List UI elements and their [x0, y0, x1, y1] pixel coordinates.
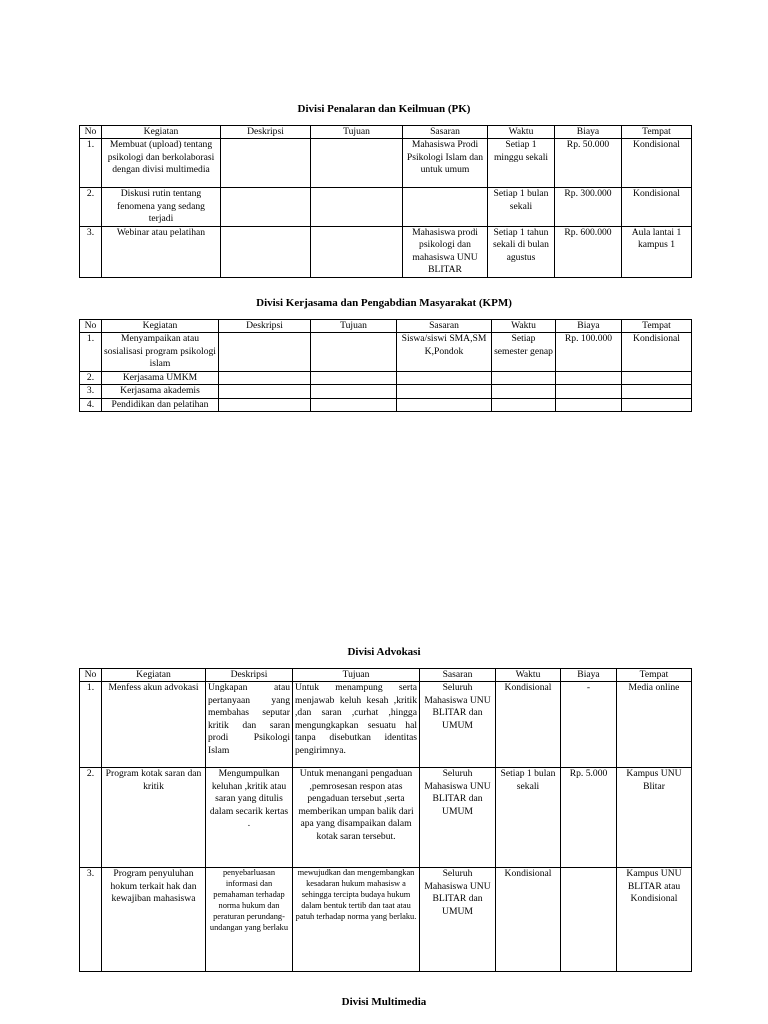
cell-kegiatan: Kerjasama UMKM [102, 371, 219, 384]
header-waktu: Waktu [496, 669, 561, 682]
header-waktu: Waktu [492, 320, 556, 333]
table-row [80, 868, 692, 972]
cell-deskripsi [219, 385, 311, 398]
header-deskripsi: Deskripsi [221, 126, 311, 139]
header-tujuan: Tujuan [293, 669, 420, 682]
cell-biaya: Rp. 600.000 [555, 226, 622, 277]
cell-no: 3. [80, 226, 102, 277]
header-no: No [80, 126, 102, 139]
section-title-advokasi: Divisi Advokasi [347, 646, 421, 658]
cell-kegiatan: Webinar atau pelatihan [102, 226, 221, 277]
table-row [80, 371, 692, 384]
cell-tujuan [311, 226, 403, 277]
cell-deskripsi [221, 139, 311, 188]
header-tempat: Tempat [622, 126, 692, 139]
cell-tempat: Kampus UNU Blitar [617, 768, 692, 868]
cell-no: 2. [80, 768, 102, 868]
header-biaya: Biaya [555, 126, 622, 139]
cell-deskripsi: Ungkapan atau pertanyaan yang membahas seputar kritik dan saran prodi Psikologi Islam [206, 682, 293, 768]
cell-tempat: Kampus UNU BLITAR atau Kondisional [617, 868, 692, 972]
cell-tempat: Media online [617, 682, 692, 768]
cell-no: 1. [80, 333, 102, 371]
table-kpm [79, 319, 692, 412]
cell-no: 2. [80, 188, 102, 226]
cell-no: 1. [80, 682, 102, 768]
cell-sasaran [397, 398, 492, 411]
cell-tujuan [311, 371, 397, 384]
cell-tujuan [311, 139, 403, 188]
cell-waktu: Setiap 1 minggu sekali [488, 139, 555, 188]
cell-no: 4. [80, 398, 102, 411]
cell-biaya [556, 398, 622, 411]
cell-deskripsi [221, 226, 311, 277]
cell-deskripsi [219, 398, 311, 411]
cell-tujuan [311, 333, 397, 371]
table-header-row [80, 320, 692, 333]
cell-waktu: Setiap 1 tahun sekali di bulan agustus [488, 226, 555, 277]
cell-kegiatan: Pendidikan dan pelatihan [102, 398, 219, 411]
section-title-multimedia: Divisi Multimedia [341, 996, 427, 1008]
cell-kegiatan: Program penyuluhan hokum terkait hak dan kewajiban mahasiswa [102, 868, 206, 972]
cell-waktu: Kondisional [496, 682, 561, 768]
header-tujuan: Tujuan [311, 126, 403, 139]
section-title-kpm: Divisi Kerjasama dan Pengabdian Masyarakat (KPM) [256, 297, 512, 309]
header-tujuan: Tujuan [311, 320, 397, 333]
cell-biaya [556, 371, 622, 384]
cell-biaya: Rp. 300.000 [555, 188, 622, 226]
cell-tujuan [311, 385, 397, 398]
header-deskripsi: Deskripsi [206, 669, 293, 682]
header-sasaran: Sasaran [420, 669, 496, 682]
cell-sasaran [397, 385, 492, 398]
table-pk [79, 125, 692, 278]
header-sasaran: Sasaran [403, 126, 488, 139]
table-header-row [80, 669, 692, 682]
table-row [80, 385, 692, 398]
table-advokasi [79, 668, 692, 972]
cell-waktu [492, 371, 556, 384]
cell-biaya [561, 868, 617, 972]
cell-biaya: - [561, 682, 617, 768]
cell-waktu [492, 398, 556, 411]
table-row [80, 682, 692, 768]
cell-no: 1. [80, 139, 102, 188]
cell-sasaran: Seluruh Mahasiswa UNU BLITAR dan UMUM [420, 682, 496, 768]
header-biaya: Biaya [556, 320, 622, 333]
header-kegiatan: Kegiatan [102, 669, 206, 682]
cell-sasaran: Mahasiswa Prodi Psikologi Islam dan untuk umum [403, 139, 488, 188]
cell-deskripsi [219, 333, 311, 371]
cell-deskripsi [221, 188, 311, 226]
cell-waktu: Setiap 1 bulan sekali [488, 188, 555, 226]
header-tempat: Tempat [617, 669, 692, 682]
cell-sasaran: Seluruh Mahasiswa UNU BLITAR dan UMUM [420, 768, 496, 868]
cell-sasaran [397, 371, 492, 384]
cell-tempat: Kondisional [622, 333, 692, 371]
cell-sasaran: Siswa/siswi SMA,SMK,Pondok [397, 333, 492, 371]
cell-biaya [556, 385, 622, 398]
cell-tujuan: mewujudkan dan mengembangkan kesadaran hukum mahasisw a sehingga tercipta budaya hukum dalam bentuk tertib dan taat atau patuh terhadap norma yang berlaku. [293, 868, 420, 972]
cell-sasaran: Mahasiswa prodi psikologi dan mahasiswa UNU BLITAR [403, 226, 488, 277]
cell-deskripsi: Mengumpulkan keluhan ,kritik atau saran yang ditulis dalam secarik kertas . [206, 768, 293, 868]
header-tempat: Tempat [622, 320, 692, 333]
cell-no: 2. [80, 371, 102, 384]
section-title-pk: Divisi Penalaran dan Keilmuan (PK) [297, 103, 471, 115]
header-kegiatan: Kegiatan [102, 320, 219, 333]
header-sasaran: Sasaran [397, 320, 492, 333]
cell-kegiatan: Kerjasama akademis [102, 385, 219, 398]
cell-sasaran [403, 188, 488, 226]
cell-kegiatan: Program kotak saran dan kritik [102, 768, 206, 868]
cell-tujuan [311, 398, 397, 411]
cell-deskripsi [219, 371, 311, 384]
table-row [80, 188, 692, 226]
cell-kegiatan: Menyampaikan atau sosialisasi program psikologi islam [102, 333, 219, 371]
cell-waktu: Kondisional [496, 868, 561, 972]
cell-tempat [622, 385, 692, 398]
cell-tujuan: Untuk menangani pengaduan ,pemrosesan respon atas pengaduan tersebut ,serta memberikan umpan balik dari apa yang disampaikan dalam kotak saran tersebut. [293, 768, 420, 868]
cell-waktu: Setiap 1 bulan sekali [496, 768, 561, 868]
table-row [80, 768, 692, 868]
cell-kegiatan: Membuat (upload) tentang psikologi dan berkolaborasi dengan divisi multimedia [102, 139, 221, 188]
header-no: No [80, 669, 102, 682]
cell-no: 3. [80, 868, 102, 972]
cell-biaya: Rp. 50.000 [555, 139, 622, 188]
table-row [80, 398, 692, 411]
cell-waktu: Setiap semester genap [492, 333, 556, 371]
table-row [80, 226, 692, 277]
cell-tempat: Kondisional [622, 139, 692, 188]
table-row [80, 139, 692, 188]
header-no: No [80, 320, 102, 333]
cell-tujuan [311, 188, 403, 226]
cell-deskripsi: penyebarluasan informasi dan pemahaman terhadap norma hukum dan peraturan perundang-undangan yang berlaku [206, 868, 293, 972]
cell-no: 3. [80, 385, 102, 398]
table-header-row [80, 126, 692, 139]
header-biaya: Biaya [561, 669, 617, 682]
cell-tempat: Kondisional [622, 188, 692, 226]
cell-sasaran: Seluruh Mahasiswa UNU BLITAR dan UMUM [420, 868, 496, 972]
cell-biaya: Rp. 5.000 [561, 768, 617, 868]
cell-waktu [492, 385, 556, 398]
header-deskripsi: Deskripsi [219, 320, 311, 333]
cell-kegiatan: Menfess akun advokasi [102, 682, 206, 768]
table-row [80, 333, 692, 371]
header-waktu: Waktu [488, 126, 555, 139]
header-kegiatan: Kegiatan [102, 126, 221, 139]
cell-tempat: Aula lantai 1 kampus 1 [622, 226, 692, 277]
cell-biaya: Rp. 100.000 [556, 333, 622, 371]
cell-kegiatan: Diskusi rutin tentang fenomena yang sedang terjadi [102, 188, 221, 226]
cell-tempat [622, 398, 692, 411]
cell-tempat [622, 371, 692, 384]
cell-tujuan: Untuk menampung serta menjawab keluh kesah ,kritik ,dan saran ,curhat ,hingga mengungkapkan sesuatu hal tanpa disebutkan identitas pengirimnya. [293, 682, 420, 768]
